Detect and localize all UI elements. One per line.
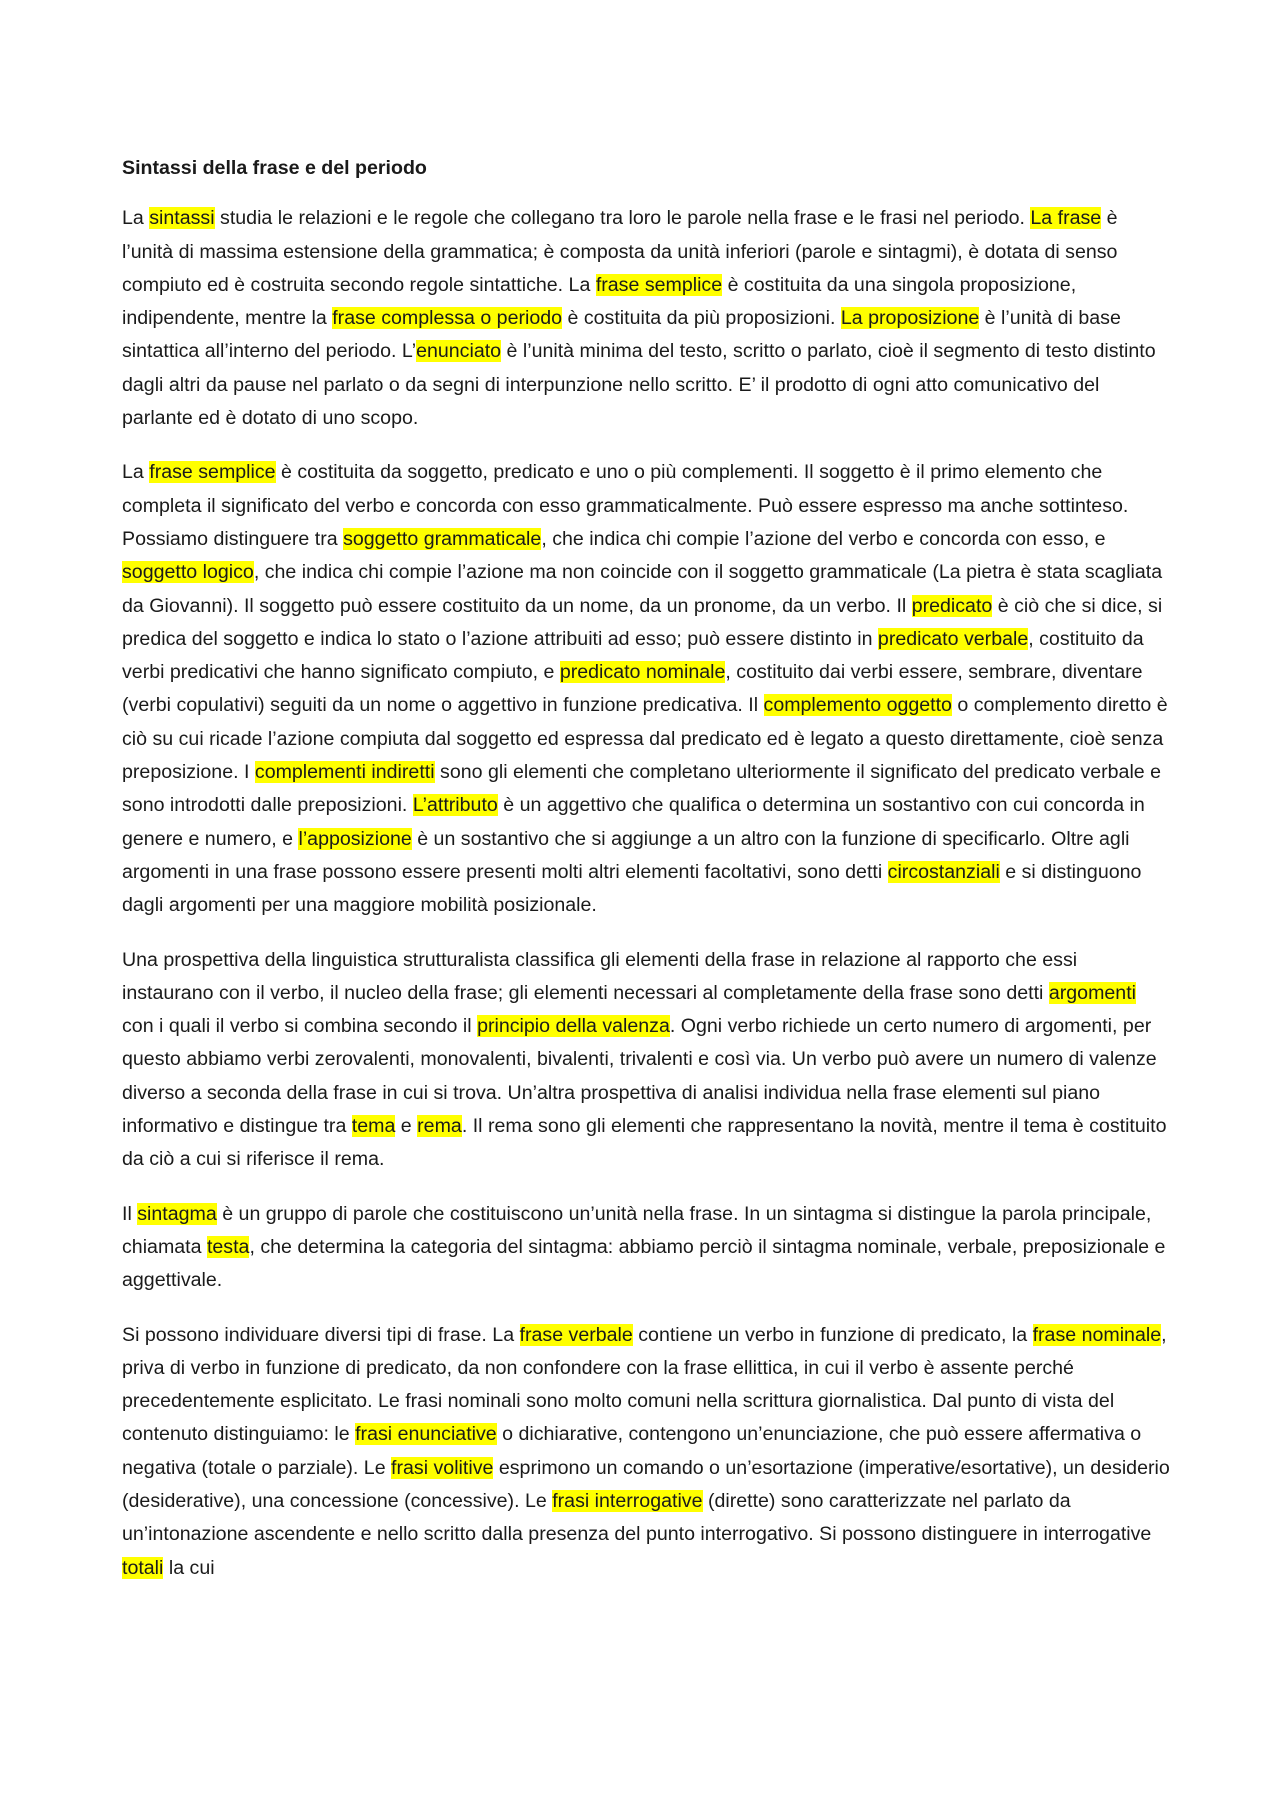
highlighted-term: argomenti [1048,981,1136,1004]
highlighted-term: circostanziali [887,860,1000,883]
paragraph-5 [122,1319,1172,1585]
highlighted-term: tema [351,1115,396,1138]
text-run: è costituita da una singola proposizione, indipendente, mentre la [122,273,1077,330]
highlighted-term: sintassi [149,207,215,230]
text-run: , che indica chi compie l’azione ma non coincide con il soggetto grammaticale (La pietra è stata scagliata da Giovanni). Il soggetto può essere costituito da un nome, da un pronome, da un verbo. Il [122,561,1163,617]
highlighted-term: frasi interrogative [552,1489,703,1512]
text-run: e si distinguono dagli argomenti per una maggiore mobilità posizionale. [122,860,1142,917]
text-run: è un aggettivo che qualifica o determina un sostantivo con cui concorda in genere e numero, e [122,794,1145,850]
text-run: o complemento diretto è ciò su cui ricade l’azione compiuta dal soggetto ed espressa dal predicato ed è legato a questo direttamente, cioè senza preposizione. I [122,694,1168,784]
highlighted-term: totali [122,1556,164,1579]
highlighted-term: predicato [911,594,993,617]
text-run: , priva di verbo in funzione di predicato, da non confondere con la frase ellittica, in cui il verbo è assente perché precedentemente esplicitato. Le frasi nominali sono molto comuni nella scrittura giornalistica. Dal punto di vista del contenuto distinguiamo: le [122,1323,1167,1446]
highlighted-term: frase nominale [1032,1323,1162,1346]
text-run: , che indica chi compie l’azione del verbo e concorda con esso, e [541,527,1106,550]
highlighted-term: predicato verbale [877,627,1029,650]
text-run: la cui [163,1556,215,1579]
highlighted-term: frasi volitive [391,1456,494,1479]
text-run: Una prospettiva della linguistica strutturalista classifica gli elementi della frase in relazione al rapporto che essi instaurano con il verbo, il nucleo della frase; gli elementi necessari al completamente della frase sono detti [122,948,1078,1004]
highlighted-term: soggetto grammaticale [343,527,542,550]
text-run: , costituito da verbi predicativi che hanno significato compiuto, e [122,627,1144,684]
paragraph-1 [122,202,1172,435]
highlighted-term: predicato nominale [559,661,726,684]
highlighted-term: frase semplice [595,273,723,296]
highlighted-term: frase complessa o periodo [332,307,563,330]
highlighted-term: frase verbale [519,1323,633,1346]
text-run: o dichiarative, contengono un’enunciazione, che può essere affermativa o negativa (totale o parziale). Le [122,1423,1142,1479]
highlighted-term: principio della valenza [477,1015,670,1038]
text-run: è un gruppo di parole che costituiscono un’unità nella frase. In un sintagma si distingue la parola principale, chiamata [122,1202,1152,1258]
text-run: . Il rema sono gli elementi che rappresentano la novità, mentre il tema è costituito da ciò a cui si riferisce il rema. [122,1115,1167,1171]
text-run: Si possono individuare diversi tipi di frase. La [122,1323,520,1346]
text-run: Il [122,1202,138,1225]
text-run: è costituita da più proposizioni. [562,307,841,330]
highlighted-term: frase semplice [149,461,276,484]
text-run: è un sostantivo che si aggiunge a un altro con la funzione di specificarlo. Oltre agli argomenti in una frase possono essere presenti molti altri elementi facoltativi, sono detti [122,827,1130,883]
text-run: sono gli elementi che completano ulteriormente il significato del predicato verbale e sono introdotti dalle preposizioni. [122,761,1162,817]
text-run: . Ogni verbo richiede un certo numero di argomenti, per questo abbiamo verbi zerovalenti, monovalenti, bivalenti, trivalenti e così via. Un verbo può avere un numero di valenze diverso a seconda della frase in cui si trova. Un’altra prospettiva di analisi individua nella frase elementi sul piano informativo e distingue tra [122,1015,1157,1138]
text-run: contiene un verbo in funzione di predicato, la [632,1323,1033,1346]
text-run: è l’unità di base sintattica all’interno del periodo. L’ [122,307,1121,363]
text-run: è l’unità minima del testo, scritto o parlato, cioè il segmento di testo distinto dagli altri da pause nel parlato o da segni di interpunzione nello scritto. E’ il prodotto di ogni atto comunicativo del parlante ed è dotato di uno scopo. [122,340,1156,430]
text-run: con i quali il verbo si combina secondo il [122,1015,478,1038]
text-run: è ciò che si dice, si predica del soggetto e indica lo stato o l’azione attribuiti ad esso; può essere distinto in [122,594,1163,650]
document-page [122,152,1172,1606]
paragraph-4 [122,1198,1172,1298]
highlighted-term: testa [206,1235,250,1258]
paragraph-3 [122,944,1172,1177]
text-run: , costituito dai verbi essere, sembrare, diventare (verbi copulativi) seguiti da un nome o aggettivo in funzione predicativa. Il [122,661,1143,717]
text-run: è costituita da soggetto, predicato e uno o più complementi. Il soggetto è il primo elemento che completa il significato del verbo e concorda con esso grammaticalmente. Può essere espresso ma anche sottinteso. Possiamo distinguere tra [122,461,1129,550]
highlighted-term: La proposizione [840,307,980,330]
highlighted-term: sintagma [137,1202,217,1225]
highlighted-term: L’attributo [412,794,498,817]
text-run: La [122,207,150,230]
text-run: studia le relazioni e le regole che collegano tra loro le parole nella frase e le frasi nel periodo. [214,207,1031,230]
text-run: esprimono un comando o un’esortazione (imperative/esortative), un desiderio (desiderative), una concessione (concessive). Le [122,1456,1170,1512]
highlighted-term: soggetto logico [122,561,254,584]
text-run: La [122,461,150,484]
highlighted-term: complementi indiretti [254,761,435,784]
highlighted-term: La frase [1030,207,1102,230]
highlighted-term: frasi enunciative [355,1423,497,1446]
document-title: Sintassi della frase e del periodo [122,157,427,179]
highlighted-term: complemento oggetto [763,694,952,717]
highlighted-term: l’apposizione [298,827,412,850]
paragraph-2 [122,456,1172,922]
highlighted-term: rema [417,1115,462,1138]
text-run: , che determina la categoria del sintagma: abbiamo perciò il sintagma nominale, verbale, preposizionale e aggettivale. [122,1235,1166,1292]
text-run: e [395,1115,418,1138]
text-run: è l’unità di massima estensione della grammatica; è composta da unità inferiori (parole e sintagmi), è dotata di senso compiuto ed è costruita secondo regole sintattiche. La [122,207,1118,296]
highlighted-term: enunciato [416,340,502,363]
text-run: (dirette) sono caratterizzate nel parlato da un’intonazione ascendente e nello scritto dalla presenza del punto interrogativo. Si possono distinguere in interrogative [122,1489,1152,1546]
